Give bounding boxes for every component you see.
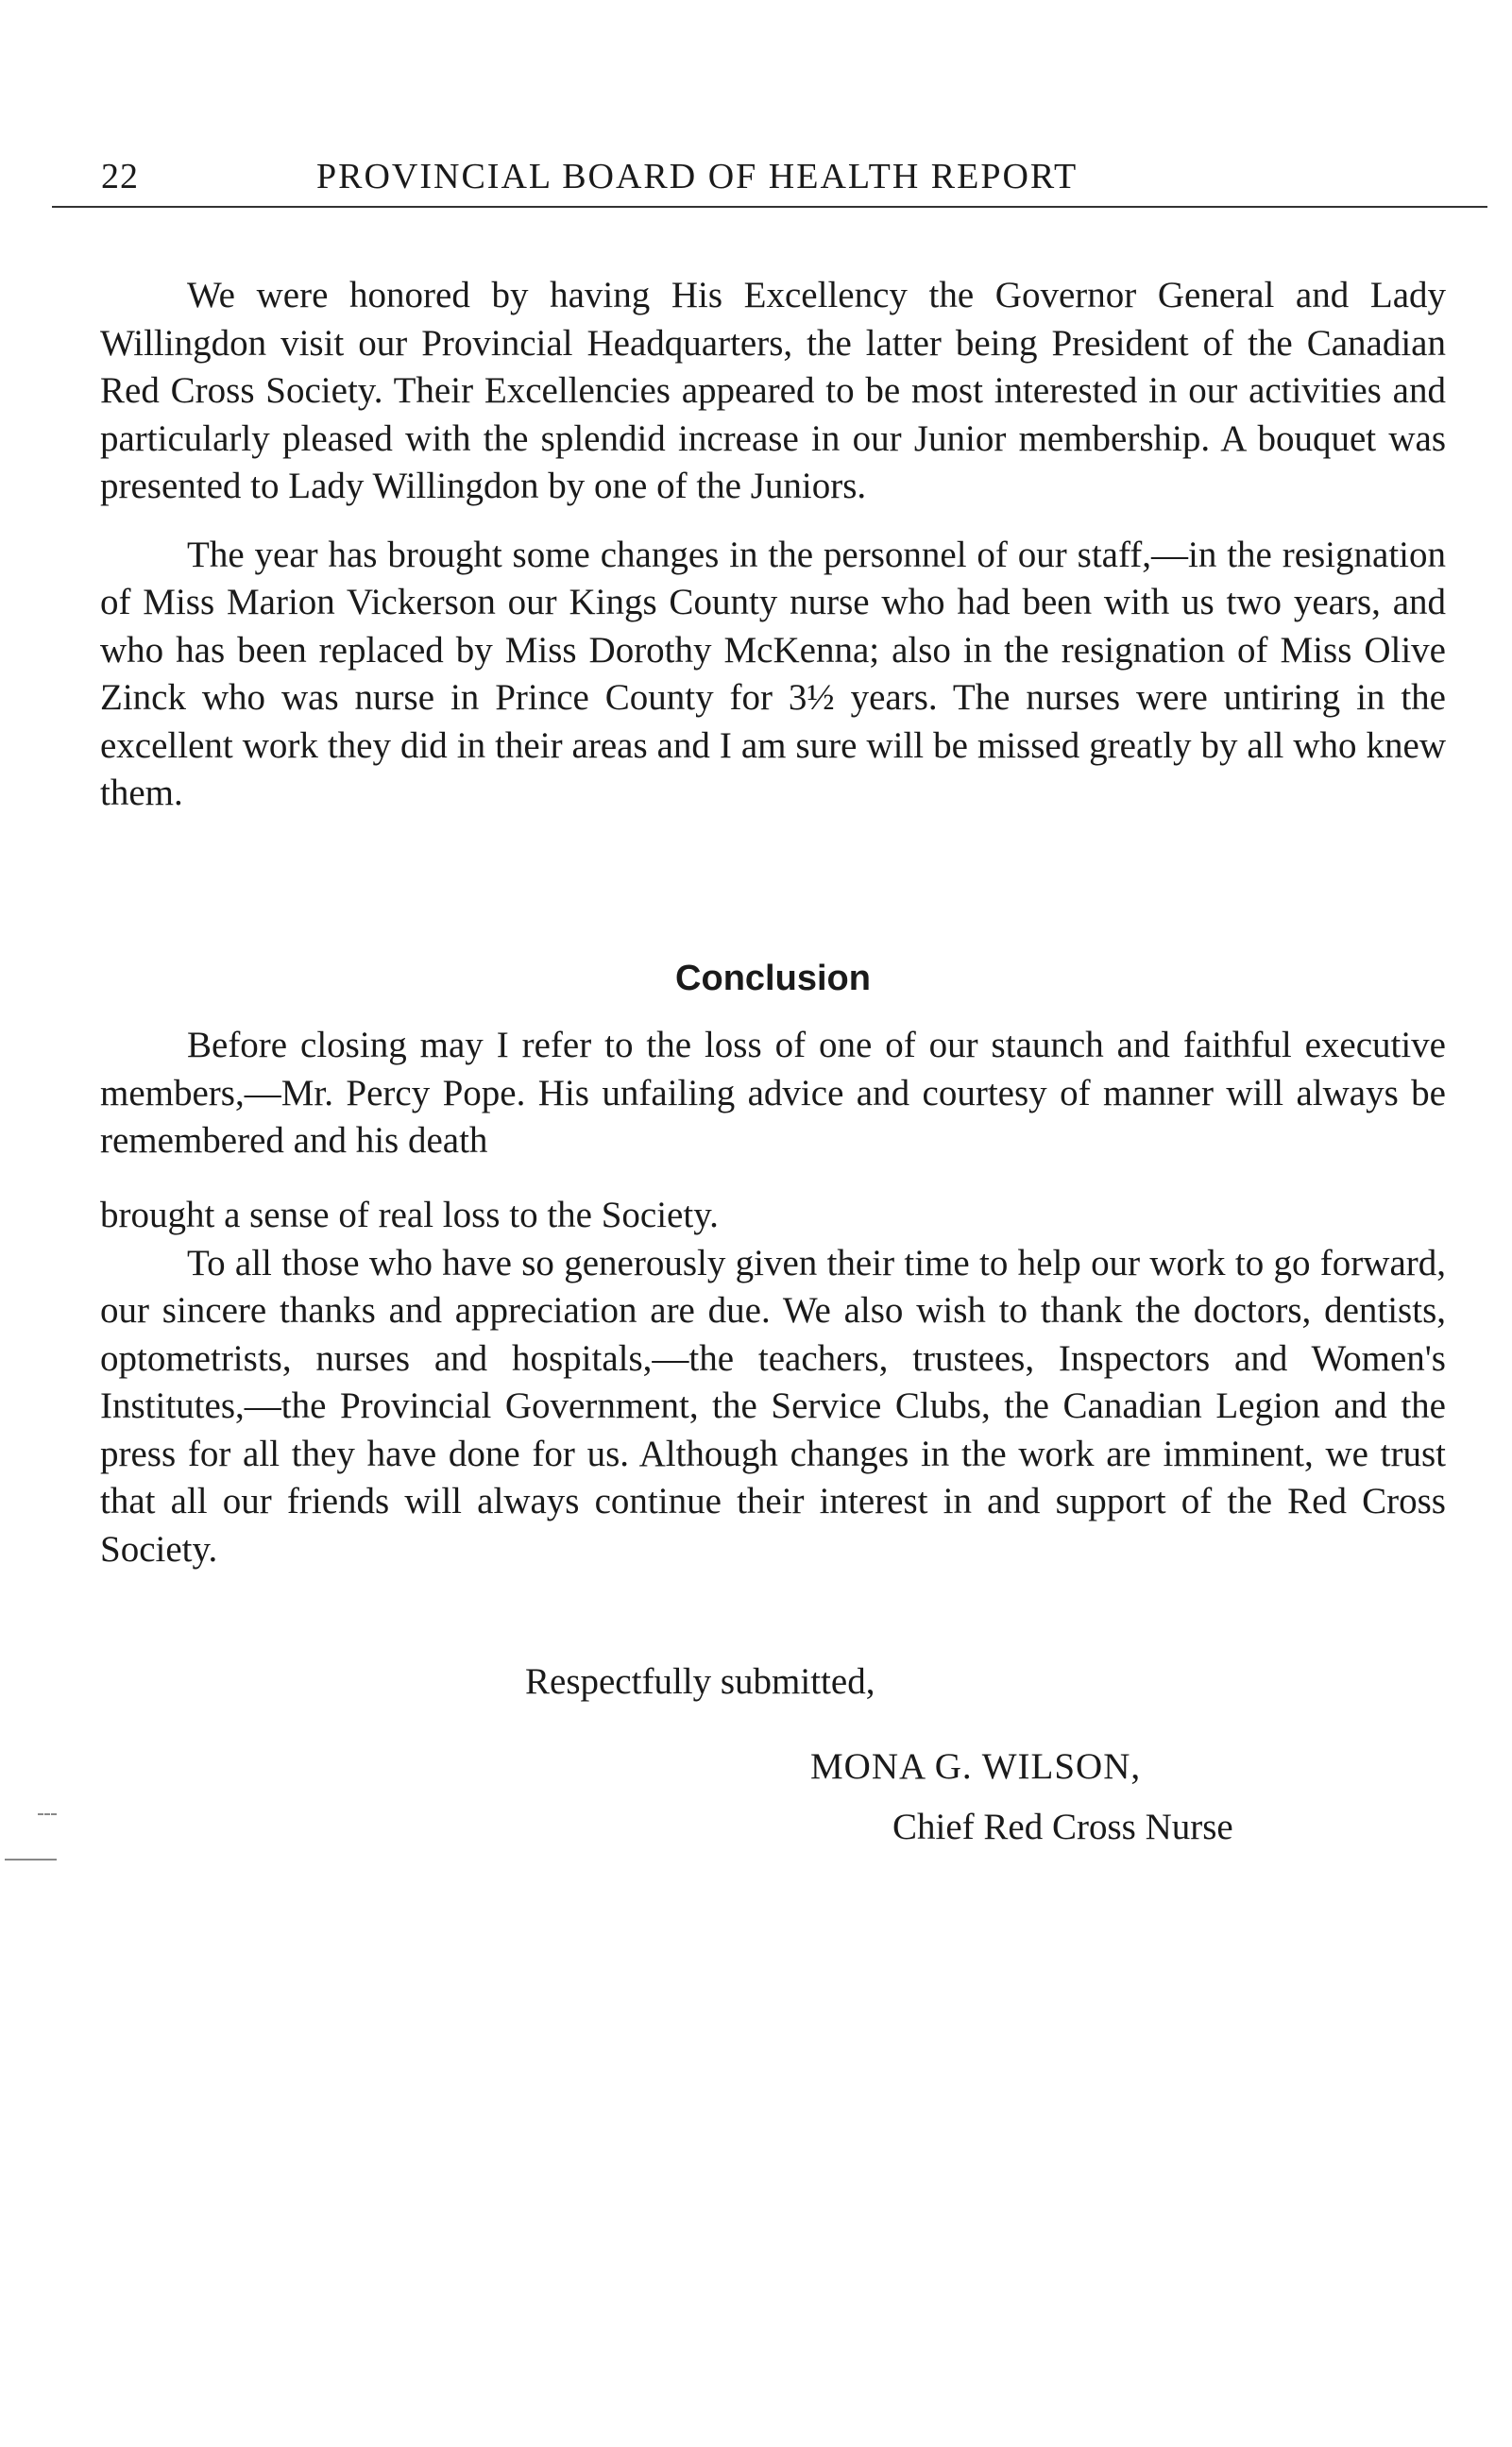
running-head [52,156,1487,212]
paragraph-1: We were honored by having His Excellency the Governor General and Lady Willingdon visit our Provincial Headquarters, the latter being President of the Canadian Red Cross Society. Their Excellencies appeared to be most interested in our activities and particularly pleased with the splendid increase in our Junior membership. A bouquet was presented to Lady Willingdon by one of the Juniors. [100,275,1446,506]
header-rule [52,206,1487,208]
signatory-name: MONA G. WILSON, [810,1746,1142,1787]
body-section-1 [100,272,1446,818]
paragraph-3: Before closing may I refer to the loss of one of our staunch and faithful executive members,—Mr. Percy Pope. His unfailing advice and courtesy of manner will always be remembered and his death [100,1025,1446,1161]
running-title: PROVINCIAL BOARD OF HEALTH REPORT [316,157,1079,196]
paragraph-2: The year has brought some changes in the personnel of our staff,—in the resignation of Miss Marion Vickerson our Kings County nurse who had been with us two years, and who has been replaced by Miss Dorothy McKenna; also in the resignation of Miss Olive Zinck who was nurse in Prince County for 3½ years. The nurses were untiring in the excellent work they did in their areas and I am sure will be missed greatly by all who knew them. [100,534,1446,813]
closing-line: Respectfully submitted, [525,1661,875,1702]
page-number: 22 [101,157,139,196]
margin-mark [38,1813,57,1815]
paragraph-4: To all those who have so generously given their time to help our work to go forward, our sincere thanks and appreciation are due. We also wish to thank the doctors, dentists, optometrists, nurses and hospitals,—the teachers, trustees, Inspectors and Women's Institutes,—the Provincial Government, the Service Clubs, the Canadian Legion and the press for all they have done for us. Although changes in the work are imminent, we trust that all our friends will always continue their interest in and support of the Red Cross Society. [100,1242,1446,1570]
body-section-2 [100,1022,1446,1165]
margin-mark [5,1859,57,1861]
body-section-3 [100,1192,1446,1573]
section-heading: Conclusion [675,959,871,998]
paragraph-3-continuation: brought a sense of real loss to the Society. [100,1195,719,1235]
signatory-title: Chief Red Cross Nurse [892,1807,1233,1847]
